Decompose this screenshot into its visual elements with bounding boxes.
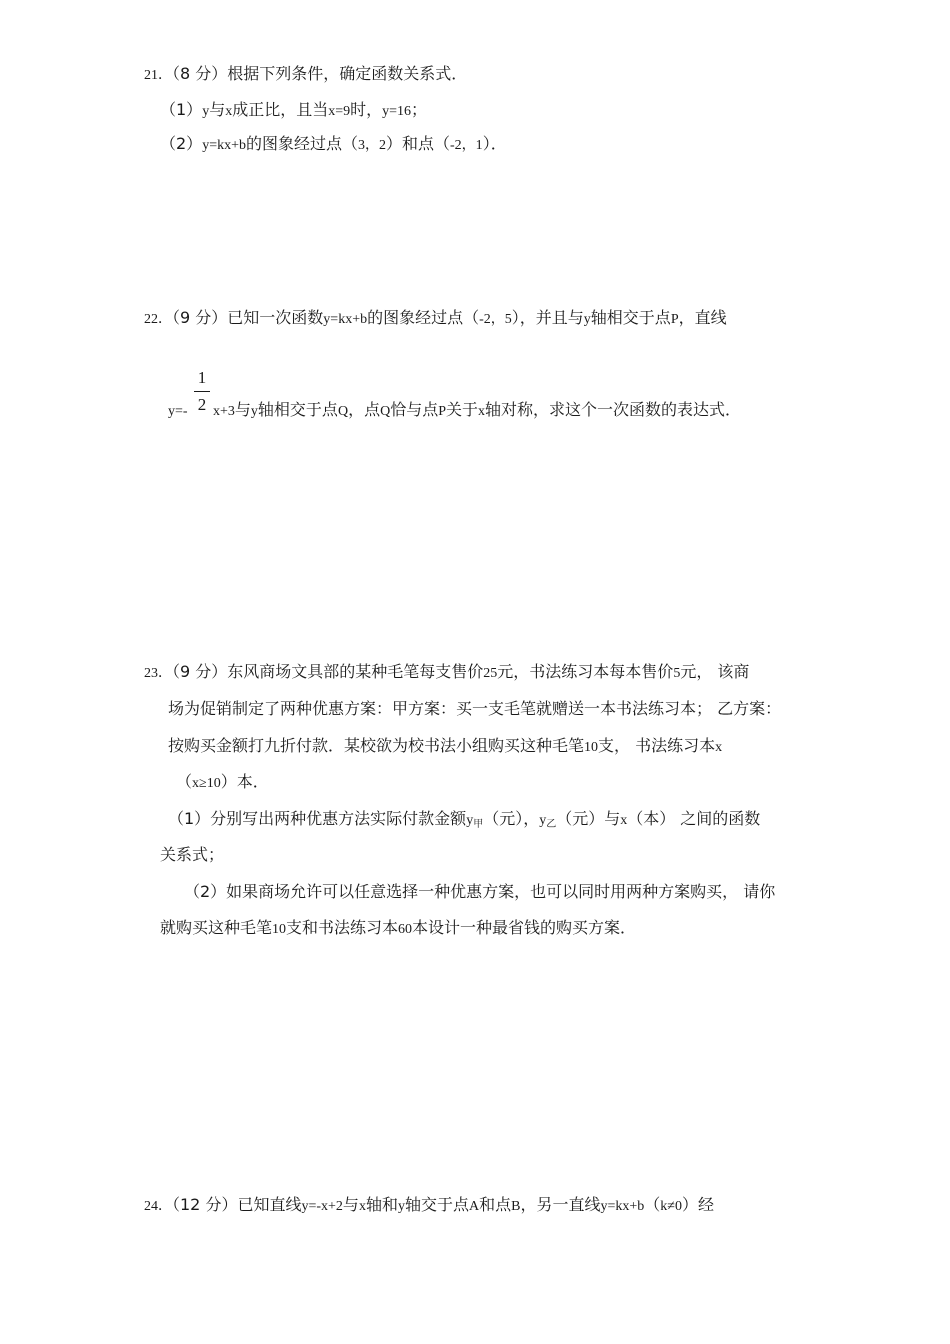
question-21-part-2 bbox=[160, 134, 507, 156]
text: 按购买金额打九折付款．某校欲为校书法小组购买这种毛笔 bbox=[168, 736, 585, 755]
math-text: x bbox=[715, 740, 723, 755]
text: （1）分别写出两种优惠方法实际付款金额 bbox=[168, 809, 467, 828]
question-number: 21． bbox=[144, 68, 172, 83]
text: 与 bbox=[342, 1195, 359, 1214]
math-text: y=kx+b bbox=[600, 1199, 645, 1214]
math-text: 3，2 bbox=[358, 138, 386, 153]
math-text: y bbox=[250, 404, 258, 419]
math-text: x bbox=[225, 104, 233, 119]
math-text: y=kx+b bbox=[202, 138, 246, 153]
question-number: 23． bbox=[144, 666, 172, 681]
question-text: 根据下列条件，确定函数关系式． bbox=[227, 64, 468, 83]
text: 轴和 bbox=[365, 1195, 398, 1214]
text: 支， 书法练习本 bbox=[598, 736, 716, 755]
math-text: x=9 bbox=[328, 104, 351, 119]
text: 已知直线 bbox=[237, 1195, 302, 1214]
text: 元， 该商 bbox=[680, 662, 750, 681]
math-text: y bbox=[202, 104, 210, 119]
text: （2）如果商场允许可以任意选择一种优惠方案，也可以同时用两种方案购买， 请你 bbox=[184, 882, 776, 901]
math-text: y bbox=[539, 813, 547, 828]
math-text: k≠0 bbox=[660, 1199, 682, 1214]
text: ； bbox=[411, 100, 428, 119]
text: 与 bbox=[234, 400, 251, 419]
math-text: x+3 bbox=[213, 404, 235, 419]
math-text: A bbox=[468, 1199, 480, 1214]
text: 的图象经过点（ bbox=[367, 308, 480, 327]
math-text: P bbox=[438, 404, 447, 419]
text: ）本． bbox=[220, 772, 269, 791]
text: ）和点（ bbox=[386, 134, 451, 153]
text: （ bbox=[176, 772, 193, 791]
part-label: （2） bbox=[160, 134, 203, 153]
question-23-part-1 bbox=[168, 809, 760, 832]
text: ），并且与 bbox=[511, 308, 584, 327]
math-text: y bbox=[397, 1199, 405, 1214]
fraction-bar bbox=[194, 391, 210, 392]
question-score: （8 分） bbox=[172, 64, 228, 83]
text: 支和书法练习本 bbox=[286, 918, 399, 937]
text: 与 bbox=[209, 100, 226, 119]
part-label: （1） bbox=[160, 100, 203, 119]
text: 轴相交于点 bbox=[257, 400, 338, 419]
text: 成正比，且当 bbox=[232, 100, 329, 119]
math-text: 10 bbox=[272, 922, 287, 937]
math-text: B bbox=[511, 1199, 521, 1214]
text: 已知一次函数 bbox=[227, 308, 324, 327]
text: 关系式； bbox=[160, 845, 225, 864]
text: 恰与点 bbox=[390, 400, 439, 419]
text: ，直线 bbox=[678, 308, 727, 327]
text: ）． bbox=[482, 134, 507, 153]
text: ）经 bbox=[681, 1195, 714, 1214]
text: 本设计一种最省钱的购买方案． bbox=[412, 918, 637, 937]
question-21-stem bbox=[144, 64, 467, 86]
math-text: x bbox=[620, 813, 628, 828]
math-text: y=16 bbox=[382, 104, 412, 119]
text: （元）与 bbox=[556, 809, 621, 828]
question-22-line-2a bbox=[168, 400, 188, 422]
text: ，另一直线 bbox=[520, 1195, 601, 1214]
math-text: -2，1 bbox=[450, 138, 483, 153]
text: 就购买这种毛笔 bbox=[160, 918, 273, 937]
math-text: y=- bbox=[168, 404, 188, 419]
math-text: y=kx+b bbox=[323, 312, 368, 327]
text: 关于 bbox=[446, 400, 479, 419]
question-number: 24． bbox=[144, 1199, 172, 1214]
question-score: （9 分） bbox=[172, 662, 228, 681]
text: 和点 bbox=[479, 1195, 512, 1214]
question-22-line-1 bbox=[144, 308, 727, 330]
math-text: 10 bbox=[584, 740, 599, 755]
text: 轴相交于点 bbox=[590, 308, 671, 327]
question-23-line-3 bbox=[168, 736, 722, 758]
text: 的图象经过点（ bbox=[245, 134, 358, 153]
math-text: Q bbox=[337, 404, 349, 419]
question-23-line-1 bbox=[144, 662, 749, 684]
math-text: y=-x+2 bbox=[301, 1199, 343, 1214]
text: 轴对称，求这个一次函数的表达式． bbox=[485, 400, 742, 419]
text: 轴交于点 bbox=[404, 1195, 469, 1214]
math-text: y bbox=[466, 813, 474, 828]
math-text: Q bbox=[380, 404, 391, 419]
text: （本） 之间的函数 bbox=[627, 809, 761, 828]
question-number: 22． bbox=[144, 312, 172, 327]
math-text: -2，5 bbox=[479, 312, 512, 327]
math-text: P bbox=[670, 312, 679, 327]
text: （ bbox=[644, 1195, 661, 1214]
question-23-part-1-cont bbox=[160, 845, 224, 865]
fraction-numerator: 1 bbox=[197, 368, 207, 387]
question-23-line-2 bbox=[168, 699, 781, 719]
math-text: y bbox=[583, 312, 591, 327]
question-21-part-1 bbox=[160, 100, 427, 122]
question-23-line-4 bbox=[176, 772, 269, 794]
math-text: x≥10 bbox=[192, 776, 221, 791]
text: 东风商场文具部的某种毛笔每支售价 bbox=[227, 662, 484, 681]
text: 场为促销制定了两种优惠方案：甲方案：买一支毛笔就赠送一本书法练习本； 乙方案： bbox=[168, 699, 782, 718]
question-24-line-1 bbox=[144, 1195, 714, 1217]
question-23-part-2 bbox=[184, 882, 775, 902]
text: ，点 bbox=[348, 400, 381, 419]
math-text: 5 bbox=[673, 666, 681, 681]
math-text: 60 bbox=[398, 922, 413, 937]
text: 元，书法练习本每本售价 bbox=[497, 662, 674, 681]
fraction-denominator: 2 bbox=[197, 395, 207, 414]
question-23-part-2-cont bbox=[160, 918, 636, 940]
text: （元）， bbox=[483, 809, 540, 828]
question-22-line-2b bbox=[213, 400, 741, 422]
math-text: 25 bbox=[483, 666, 498, 681]
math-text: x bbox=[478, 404, 486, 419]
question-score: （9 分） bbox=[172, 308, 228, 327]
subscript: 甲 bbox=[473, 819, 484, 830]
text: 时， bbox=[350, 100, 383, 119]
question-score: （12 分） bbox=[172, 1195, 238, 1214]
subscript: 乙 bbox=[546, 819, 557, 830]
math-text: x bbox=[358, 1199, 366, 1214]
